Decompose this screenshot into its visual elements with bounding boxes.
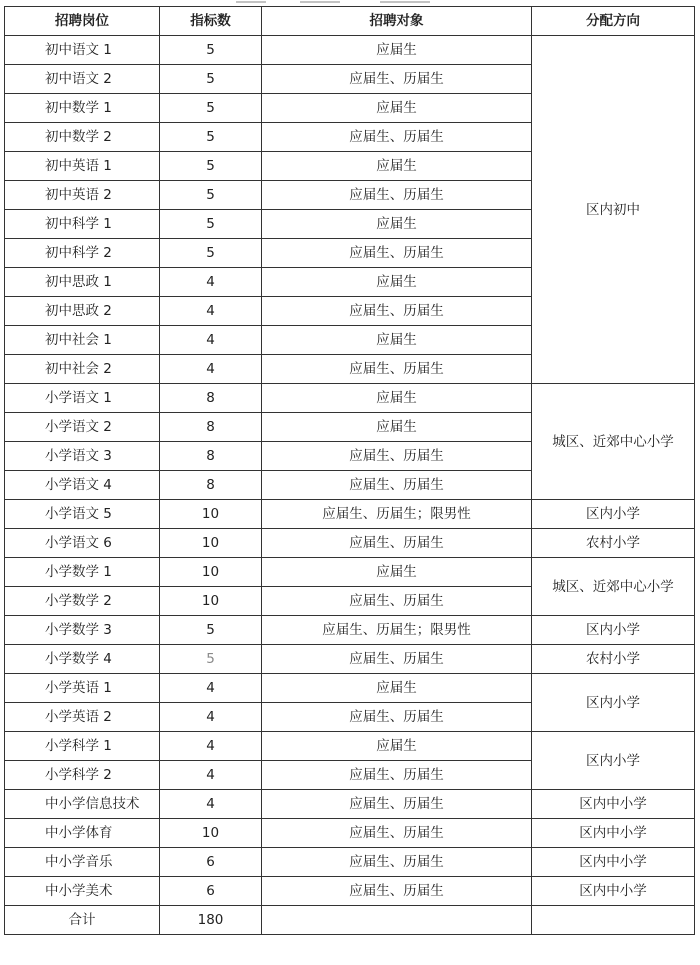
position-cell: 小学数学 2: [5, 587, 160, 616]
position-cell: 初中数学 2: [5, 123, 160, 152]
count-cell: 10: [160, 819, 262, 848]
position-cell: 初中语文 2: [5, 65, 160, 94]
table-row: [5, 877, 695, 906]
position-cell: 初中数学 1: [5, 94, 160, 123]
target-cell: 应届生、历届生: [262, 848, 532, 877]
header-target: 招聘对象: [262, 7, 532, 36]
count-cell: 5: [160, 94, 262, 123]
target-cell: 应届生: [262, 210, 532, 239]
table-header-row: [5, 7, 695, 36]
target-cell: 应届生、历届生: [262, 442, 532, 471]
count-cell: 10: [160, 558, 262, 587]
table-row: [5, 790, 695, 819]
position-cell: 初中思政 2: [5, 297, 160, 326]
total-direction-empty: [532, 906, 695, 935]
count-cell: 4: [160, 674, 262, 703]
target-cell: 应届生、历届生: [262, 297, 532, 326]
target-cell: 应届生: [262, 674, 532, 703]
direction-cell: 农村小学: [532, 645, 695, 674]
target-cell: 应届生、历届生: [262, 529, 532, 558]
target-cell: 应届生: [262, 413, 532, 442]
position-cell: 初中科学 2: [5, 239, 160, 268]
table-row: [5, 384, 695, 413]
direction-cell: 农村小学: [532, 529, 695, 558]
direction-cell: 区内小学: [532, 732, 695, 790]
position-cell: 小学数学 1: [5, 558, 160, 587]
target-cell: 应届生、历届生: [262, 355, 532, 384]
position-cell: 中小学信息技术: [5, 790, 160, 819]
count-cell: 5: [160, 65, 262, 94]
target-cell: 应届生、历届生；限男性: [262, 616, 532, 645]
position-cell: 中小学音乐: [5, 848, 160, 877]
position-cell: 小学英语 2: [5, 703, 160, 732]
title-remnant-mark: [300, 1, 340, 3]
total-target-empty: [262, 906, 532, 935]
direction-cell: 区内小学: [532, 500, 695, 529]
total-row: [5, 906, 695, 935]
total-count: 180: [160, 906, 262, 935]
position-cell: 小学英语 1: [5, 674, 160, 703]
count-cell: 8: [160, 413, 262, 442]
count-cell: 4: [160, 268, 262, 297]
count-cell: 5: [160, 181, 262, 210]
table-row: [5, 558, 695, 587]
direction-cell: 区内中小学: [532, 877, 695, 906]
target-cell: 应届生: [262, 558, 532, 587]
target-cell: 应届生: [262, 152, 532, 181]
position-cell: 小学语文 6: [5, 529, 160, 558]
direction-cell: 城区、近郊中心小学: [532, 558, 695, 616]
count-cell: 8: [160, 384, 262, 413]
count-cell: 4: [160, 703, 262, 732]
table-row: [5, 645, 695, 674]
position-cell: 中小学体育: [5, 819, 160, 848]
count-cell: 5: [160, 123, 262, 152]
target-cell: 应届生、历届生: [262, 471, 532, 500]
target-cell: 应届生、历届生: [262, 239, 532, 268]
target-cell: 应届生、历届生: [262, 790, 532, 819]
count-cell: 5: [160, 239, 262, 268]
header-position: 招聘岗位: [5, 7, 160, 36]
position-cell: 小学语文 3: [5, 442, 160, 471]
position-cell: 初中思政 1: [5, 268, 160, 297]
target-cell: 应届生、历届生: [262, 123, 532, 152]
count-cell: 4: [160, 790, 262, 819]
count-cell: 5: [160, 210, 262, 239]
direction-cell: 区内中小学: [532, 819, 695, 848]
target-cell: 应届生: [262, 732, 532, 761]
table-row: [5, 529, 695, 558]
position-cell: 小学语文 2: [5, 413, 160, 442]
target-cell: 应届生、历届生: [262, 877, 532, 906]
target-cell: 应届生、历届生: [262, 181, 532, 210]
position-cell: 小学数学 3: [5, 616, 160, 645]
position-cell: 小学语文 1: [5, 384, 160, 413]
position-cell: 初中社会 2: [5, 355, 160, 384]
position-cell: 初中英语 1: [5, 152, 160, 181]
count-cell: 5: [160, 616, 262, 645]
target-cell: 应届生: [262, 326, 532, 355]
table-row: [5, 732, 695, 761]
position-cell: 初中英语 2: [5, 181, 160, 210]
table-row: [5, 674, 695, 703]
position-cell: 中小学美术: [5, 877, 160, 906]
count-cell: 5: [160, 36, 262, 65]
count-cell: 5: [160, 152, 262, 181]
position-cell: 小学语文 5: [5, 500, 160, 529]
table-row: [5, 819, 695, 848]
target-cell: 应届生: [262, 384, 532, 413]
count-cell: 8: [160, 471, 262, 500]
position-cell: 小学语文 4: [5, 471, 160, 500]
count-cell: 10: [160, 500, 262, 529]
table-row: [5, 500, 695, 529]
count-cell: 4: [160, 326, 262, 355]
count-cell: 6: [160, 877, 262, 906]
count-cell: 4: [160, 732, 262, 761]
target-cell: 应届生、历届生: [262, 761, 532, 790]
target-cell: 应届生、历届生；限男性: [262, 500, 532, 529]
table-row: [5, 616, 695, 645]
target-cell: 应届生、历届生: [262, 645, 532, 674]
count-cell: 8: [160, 442, 262, 471]
count-cell: 5: [160, 645, 262, 674]
title-remnant-mark: [380, 1, 430, 3]
table-row: [5, 36, 695, 65]
position-cell: 小学数学 4: [5, 645, 160, 674]
header-direction: 分配方向: [532, 7, 695, 36]
direction-cell: 区内中小学: [532, 848, 695, 877]
direction-cell: 区内小学: [532, 674, 695, 732]
target-cell: 应届生、历届生: [262, 819, 532, 848]
direction-cell: 城区、近郊中心小学: [532, 384, 695, 500]
target-cell: 应届生、历届生: [262, 703, 532, 732]
position-cell: 小学科学 2: [5, 761, 160, 790]
target-cell: 应届生: [262, 36, 532, 65]
direction-cell: 区内小学: [532, 616, 695, 645]
count-cell: 10: [160, 587, 262, 616]
title-remnant-mark: [236, 1, 266, 3]
recruitment-table: [4, 6, 695, 935]
target-cell: 应届生、历届生: [262, 587, 532, 616]
direction-cell: 区内中小学: [532, 790, 695, 819]
count-cell: 6: [160, 848, 262, 877]
header-count: 指标数: [160, 7, 262, 36]
count-cell: 10: [160, 529, 262, 558]
target-cell: 应届生、历届生: [262, 65, 532, 94]
target-cell: 应届生: [262, 268, 532, 297]
position-cell: 初中科学 1: [5, 210, 160, 239]
position-cell: 初中社会 1: [5, 326, 160, 355]
position-cell: 小学科学 1: [5, 732, 160, 761]
count-cell: 4: [160, 355, 262, 384]
direction-cell: 区内初中: [532, 36, 695, 384]
total-label: 合计: [5, 906, 160, 935]
target-cell: 应届生: [262, 94, 532, 123]
count-cell: 4: [160, 761, 262, 790]
position-cell: 初中语文 1: [5, 36, 160, 65]
table-row: [5, 848, 695, 877]
count-cell: 4: [160, 297, 262, 326]
